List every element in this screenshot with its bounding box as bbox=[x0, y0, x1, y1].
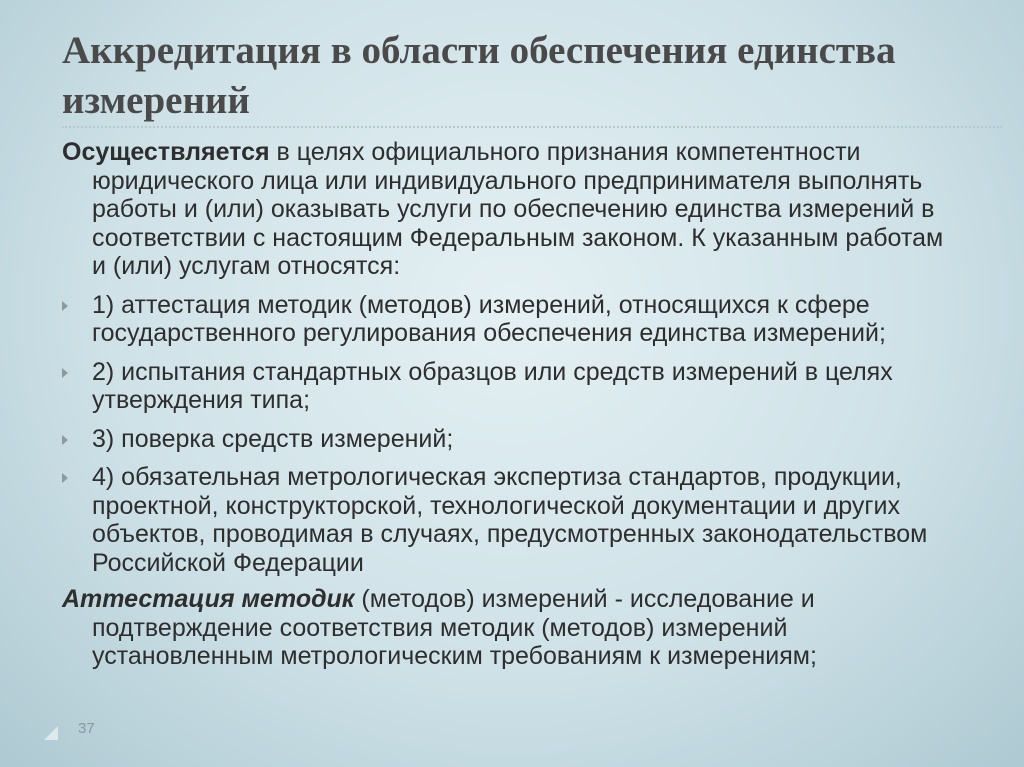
bullet-arrow-icon bbox=[62, 368, 68, 378]
bullet-text: 1) аттестация методик (методов) измерений, относящихся к сфере государственного регулирования обеспечения единства измерений; bbox=[92, 290, 886, 347]
slide-content bbox=[62, 138, 962, 671]
definition-lead: Аттестация методик bbox=[62, 585, 355, 613]
bullet-text: 2) испытания стандартных образцов или средств измерений в целях утверждения типа; bbox=[92, 357, 893, 414]
intro-text: в целях официального признания компетентности юридического лица или индивидуального предпринимателя выполнять работы и (или) оказывать услуги по обеспечению единства измерений в соответствии с настоящим Федеральным законом. К указанным работам и (или) услугам относятся: bbox=[92, 138, 944, 280]
slide-number: 37 bbox=[78, 720, 95, 737]
intro-paragraph bbox=[62, 138, 962, 281]
bullet-item-2 bbox=[62, 358, 962, 415]
definition-text: (методов) измерений - исследование и подтверждение соответствия методик (методов) измерений установленным метрологическим требованиям к измерениям; bbox=[92, 585, 817, 670]
bullet-text: 3) поверка средств измерений; bbox=[92, 424, 454, 453]
bullet-item-3 bbox=[62, 425, 962, 454]
bullet-item-4 bbox=[62, 463, 962, 577]
intro-lead: Осуществляется bbox=[62, 138, 270, 166]
bullet-text: 4) обязательная метрологическая экспертиза стандартов, продукции, проектной, конструкторской, технологической документации и других объектов, проводимая в случаях, предусмотренных законодательством Российской Федерации bbox=[92, 463, 928, 577]
slide-title: Аккредитация в области обеспечения единства измерений bbox=[62, 29, 896, 122]
definition-paragraph bbox=[62, 585, 962, 671]
corner-decoration bbox=[44, 726, 58, 740]
title-divider bbox=[62, 126, 1002, 128]
bullet-arrow-icon bbox=[62, 301, 68, 311]
bullet-arrow-icon bbox=[62, 435, 68, 445]
bullet-arrow-icon bbox=[62, 473, 68, 483]
bullet-item-1 bbox=[62, 291, 962, 348]
